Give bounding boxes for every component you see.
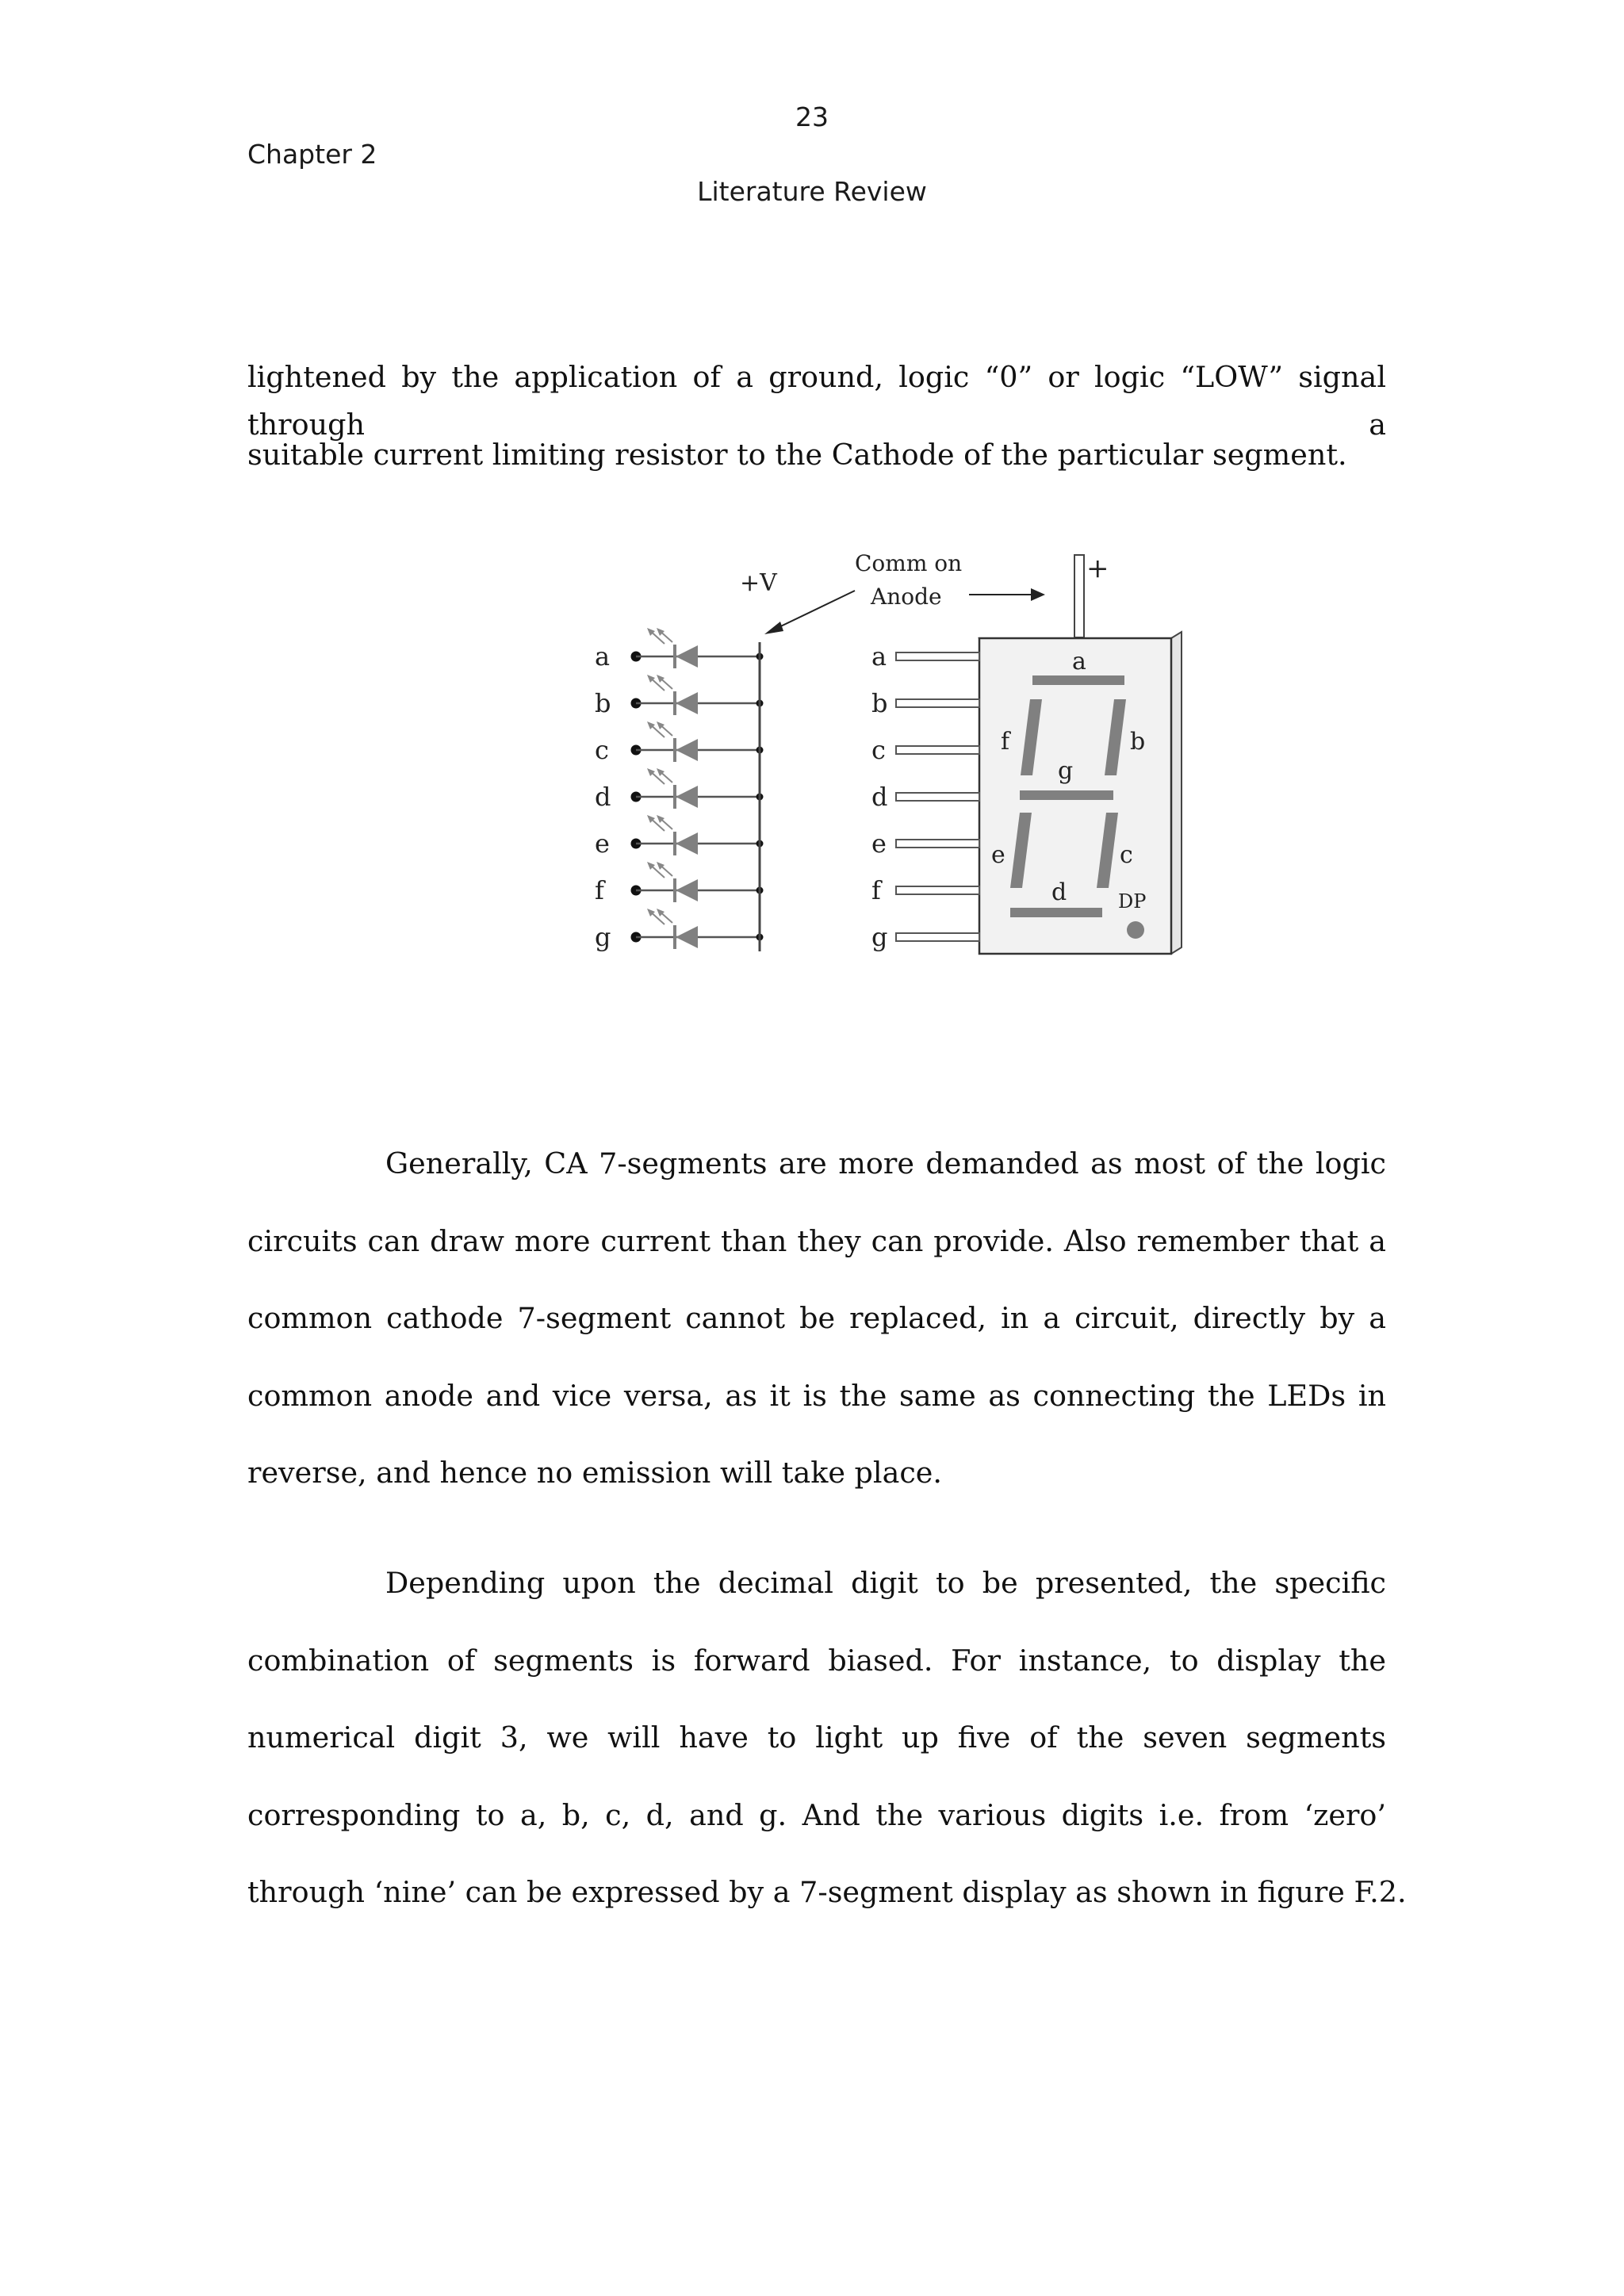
segment-label-g: g [1058,757,1074,785]
text-line: Depending upon the decimal digit to be presented, the specific [385,1566,1386,1600]
pin-lead [896,746,979,754]
led-label-a: a [595,641,611,672]
segment-label-d: d [1051,878,1067,906]
pin-lead [896,840,979,848]
led-diode-icon [676,926,698,948]
segment-label-c: c [1120,841,1133,869]
display-pin-c [871,735,979,765]
pin-label-g: g [871,922,888,952]
pin-label-b: b [871,688,888,718]
paragraph-3 [247,1559,1407,1946]
led-label-b: b [595,688,611,718]
pin-label-e: e [871,828,887,859]
pin-label-c: c [871,735,886,765]
display-pin-g [871,922,979,952]
segment-label-b: b [1130,728,1146,756]
led-label-f: f [595,875,604,905]
led-label-e: e [595,828,610,859]
display-pin-d [871,782,979,812]
led-diode-icon [676,832,698,855]
common-label: Comm on [855,550,963,576]
anode-pointer-arrowhead [764,622,783,634]
display-pin-b [871,688,979,718]
text-line: numerical digit 3, we will have to light up five of the seven segments [247,1720,1386,1755]
text-line: Generally, CA 7-segments are more demanded as most of the logic [385,1146,1386,1181]
text-line: lightened by the application of a ground, logic “0” or logic “LOW” signal through a [247,360,1386,442]
dp-dot [1127,921,1144,939]
led-diode-icon [676,692,698,714]
led-label-d: d [595,782,611,812]
led-row-c [595,721,764,765]
led-row-b [595,675,764,718]
pin-label-d: d [871,782,888,812]
pin-label-a: a [871,641,887,672]
running-title: Literature Review [697,176,927,207]
segment-g [1020,790,1113,800]
text-line: suitable current limiting resistor to the Cathode of the particular segment. [247,437,1347,472]
led-label-g: g [595,922,611,952]
segment-label-f: f [1001,728,1010,756]
text-line: through ‘nine’ can be expressed by a 7-segment display as shown in figure F.2. [247,1875,1407,1909]
text-line: corresponding to a, b, c, d, and g. And the various digits i.e. from ‘zero’ [247,1797,1386,1832]
text-line: common cathode 7-segment cannot be replaced, in a circuit, directly by a [247,1301,1386,1335]
segment-d [1010,908,1102,917]
segment-label-a: a [1072,648,1086,675]
led-label-c: c [595,735,609,765]
led-row-e [595,815,764,859]
seven-segment-figure [571,539,1205,967]
paragraph-2 [247,1140,1386,1527]
pin-lead [896,886,979,894]
pin-label-f: f [871,875,881,905]
anode-label: Anode [871,584,942,610]
dp-label: DP [1118,890,1147,913]
display-pin-f [871,875,979,905]
supply-label: +V [740,569,777,597]
led-diode-icon [676,879,698,901]
led-row-a [595,628,764,672]
display-pin-e [871,828,979,859]
led-row-g [595,909,764,952]
led-diode-icon [676,739,698,761]
pin-lead [896,933,979,941]
chapter-label: Chapter 2 [247,139,377,170]
anode-pointer-line [771,591,855,631]
pin-lead [896,699,979,707]
text-line: common anode and vice versa, as it is the same as connecting the LEDs in [247,1378,1386,1413]
led-diode-icon [676,786,698,808]
page-number: 23 [795,101,829,132]
pin-lead [896,652,979,660]
plus-label: + [1086,553,1109,584]
led-row-f [595,862,764,905]
led-row-d [595,768,764,812]
text-line: combination of segments is forward biased. For instance, to display the [247,1643,1386,1678]
paragraph-1 [247,354,1386,508]
common-anode-arrowhead [1031,588,1045,601]
text-line: reverse, and hence no emission will take place. [247,1456,942,1490]
segment-label-e: e [991,841,1005,869]
anode-pin [1074,555,1084,637]
text-line: circuits can draw more current than they can provide. Also remember that a [247,1223,1386,1258]
segment-a [1032,675,1124,685]
display-pin-a [871,641,979,672]
led-diode-icon [676,645,698,668]
pin-lead [896,793,979,801]
